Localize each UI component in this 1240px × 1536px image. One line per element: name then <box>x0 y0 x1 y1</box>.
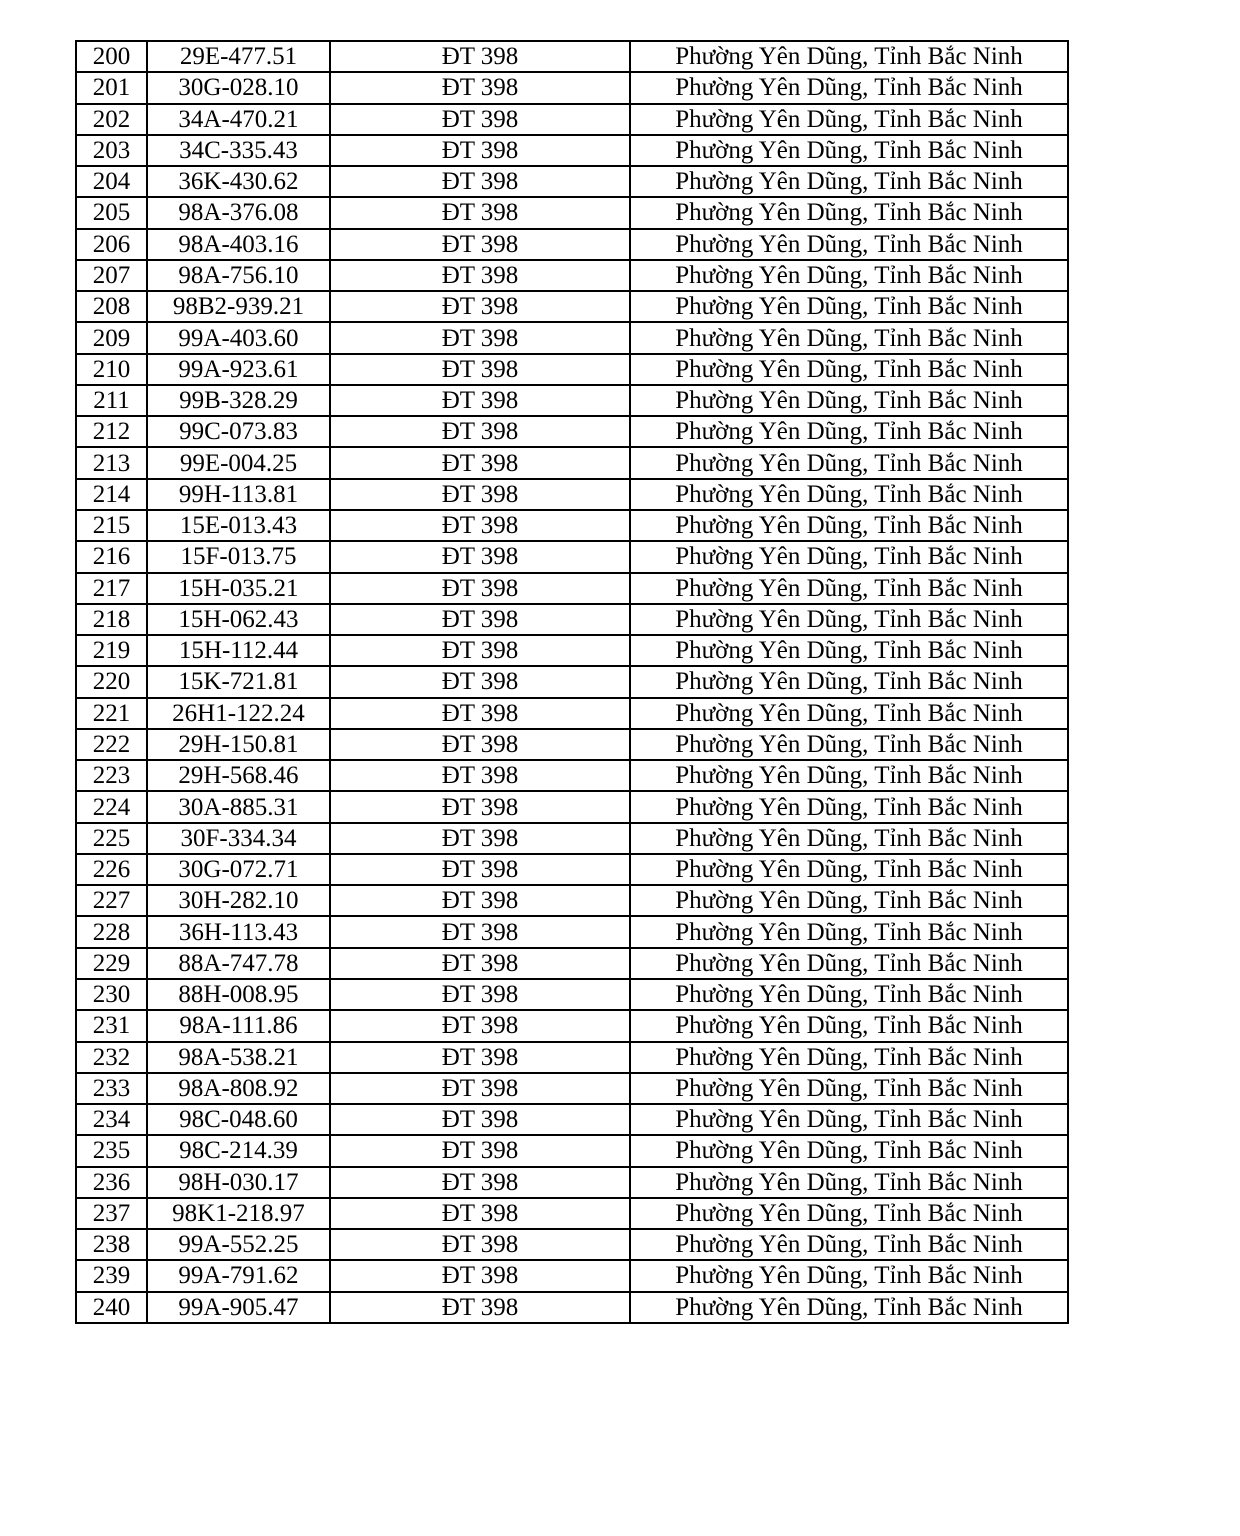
location-cell: Phường Yên Dũng, Tỉnh Bắc Ninh <box>630 1198 1068 1229</box>
road-cell: ĐT 398 <box>330 854 630 885</box>
license-plate-cell: 30A-885.31 <box>147 791 330 822</box>
table-row <box>76 416 1068 447</box>
road-cell: ĐT 398 <box>330 1198 630 1229</box>
row-number-cell: 219 <box>76 635 147 666</box>
license-plate-cell: 36K-430.62 <box>147 166 330 197</box>
license-plate-cell: 98A-808.92 <box>147 1073 330 1104</box>
road-cell: ĐT 398 <box>330 698 630 729</box>
table-row <box>76 979 1068 1010</box>
row-number-cell: 237 <box>76 1198 147 1229</box>
table-row <box>76 791 1068 822</box>
row-number-cell: 225 <box>76 823 147 854</box>
location-cell: Phường Yên Dũng, Tỉnh Bắc Ninh <box>630 948 1068 979</box>
location-cell: Phường Yên Dũng, Tỉnh Bắc Ninh <box>630 698 1068 729</box>
table-row <box>76 1292 1068 1323</box>
row-number-cell: 229 <box>76 948 147 979</box>
road-cell: ĐT 398 <box>330 979 630 1010</box>
license-plate-cell: 98B2-939.21 <box>147 291 330 322</box>
license-plate-cell: 15E-013.43 <box>147 510 330 541</box>
table-row <box>76 447 1068 478</box>
road-cell: ĐT 398 <box>330 1167 630 1198</box>
table-row <box>76 1260 1068 1291</box>
road-cell: ĐT 398 <box>330 479 630 510</box>
road-cell: ĐT 398 <box>330 447 630 478</box>
location-cell: Phường Yên Dũng, Tỉnh Bắc Ninh <box>630 979 1068 1010</box>
license-plate-cell: 98K1-218.97 <box>147 1198 330 1229</box>
road-cell: ĐT 398 <box>330 322 630 353</box>
table-row <box>76 1104 1068 1135</box>
license-plate-cell: 98A-376.08 <box>147 197 330 228</box>
location-cell: Phường Yên Dũng, Tỉnh Bắc Ninh <box>630 447 1068 478</box>
row-number-cell: 205 <box>76 197 147 228</box>
road-cell: ĐT 398 <box>330 1292 630 1323</box>
location-cell: Phường Yên Dũng, Tỉnh Bắc Ninh <box>630 1135 1068 1166</box>
row-number-cell: 208 <box>76 291 147 322</box>
table-row <box>76 72 1068 103</box>
row-number-cell: 218 <box>76 604 147 635</box>
license-plate-cell: 29H-568.46 <box>147 760 330 791</box>
location-cell: Phường Yên Dũng, Tỉnh Bắc Ninh <box>630 916 1068 947</box>
row-number-cell: 222 <box>76 729 147 760</box>
location-cell: Phường Yên Dũng, Tỉnh Bắc Ninh <box>630 1073 1068 1104</box>
license-plate-cell: 29H-150.81 <box>147 729 330 760</box>
table-row <box>76 322 1068 353</box>
road-cell: ĐT 398 <box>330 354 630 385</box>
table-row <box>76 854 1068 885</box>
road-cell: ĐT 398 <box>330 104 630 135</box>
road-cell: ĐT 398 <box>330 229 630 260</box>
table-row <box>76 1167 1068 1198</box>
location-cell: Phường Yên Dũng, Tỉnh Bắc Ninh <box>630 1260 1068 1291</box>
road-cell: ĐT 398 <box>330 166 630 197</box>
table-row <box>76 948 1068 979</box>
license-plate-cell: 30H-282.10 <box>147 885 330 916</box>
table-row <box>76 104 1068 135</box>
row-number-cell: 228 <box>76 916 147 947</box>
location-cell: Phường Yên Dũng, Tỉnh Bắc Ninh <box>630 135 1068 166</box>
road-cell: ĐT 398 <box>330 635 630 666</box>
row-number-cell: 232 <box>76 1042 147 1073</box>
road-cell: ĐT 398 <box>330 416 630 447</box>
road-cell: ĐT 398 <box>330 541 630 572</box>
row-number-cell: 234 <box>76 1104 147 1135</box>
location-cell: Phường Yên Dũng, Tỉnh Bắc Ninh <box>630 229 1068 260</box>
location-cell: Phường Yên Dũng, Tỉnh Bắc Ninh <box>630 666 1068 697</box>
road-cell: ĐT 398 <box>330 135 630 166</box>
location-cell: Phường Yên Dũng, Tỉnh Bắc Ninh <box>630 1229 1068 1260</box>
license-plate-cell: 99A-552.25 <box>147 1229 330 1260</box>
road-cell: ĐT 398 <box>330 948 630 979</box>
row-number-cell: 202 <box>76 104 147 135</box>
table-row <box>76 1073 1068 1104</box>
table-row <box>76 729 1068 760</box>
license-plate-cell: 34A-470.21 <box>147 104 330 135</box>
row-number-cell: 231 <box>76 1010 147 1041</box>
road-cell: ĐT 398 <box>330 260 630 291</box>
location-cell: Phường Yên Dũng, Tỉnh Bắc Ninh <box>630 729 1068 760</box>
location-cell: Phường Yên Dũng, Tỉnh Bắc Ninh <box>630 197 1068 228</box>
row-number-cell: 203 <box>76 135 147 166</box>
road-cell: ĐT 398 <box>330 1229 630 1260</box>
location-cell: Phường Yên Dũng, Tỉnh Bắc Ninh <box>630 416 1068 447</box>
table-row <box>76 1010 1068 1041</box>
table-row <box>76 135 1068 166</box>
row-number-cell: 211 <box>76 385 147 416</box>
road-cell: ĐT 398 <box>330 1073 630 1104</box>
table-row <box>76 666 1068 697</box>
row-number-cell: 220 <box>76 666 147 697</box>
row-number-cell: 233 <box>76 1073 147 1104</box>
license-plate-cell: 99H-113.81 <box>147 479 330 510</box>
table-row <box>76 573 1068 604</box>
road-cell: ĐT 398 <box>330 666 630 697</box>
location-cell: Phường Yên Dũng, Tỉnh Bắc Ninh <box>630 791 1068 822</box>
table-row <box>76 541 1068 572</box>
license-plate-cell: 98C-214.39 <box>147 1135 330 1166</box>
location-cell: Phường Yên Dũng, Tỉnh Bắc Ninh <box>630 541 1068 572</box>
license-plate-cell: 36H-113.43 <box>147 916 330 947</box>
road-cell: ĐT 398 <box>330 1135 630 1166</box>
location-cell: Phường Yên Dũng, Tỉnh Bắc Ninh <box>630 104 1068 135</box>
row-number-cell: 206 <box>76 229 147 260</box>
row-number-cell: 210 <box>76 354 147 385</box>
table-row <box>76 1135 1068 1166</box>
road-cell: ĐT 398 <box>330 823 630 854</box>
table-row <box>76 604 1068 635</box>
road-cell: ĐT 398 <box>330 573 630 604</box>
location-cell: Phường Yên Dũng, Tỉnh Bắc Ninh <box>630 72 1068 103</box>
row-number-cell: 201 <box>76 72 147 103</box>
road-cell: ĐT 398 <box>330 385 630 416</box>
row-number-cell: 216 <box>76 541 147 572</box>
road-cell: ĐT 398 <box>330 729 630 760</box>
table-row <box>76 823 1068 854</box>
location-cell: Phường Yên Dũng, Tỉnh Bắc Ninh <box>630 1167 1068 1198</box>
row-number-cell: 238 <box>76 1229 147 1260</box>
row-number-cell: 224 <box>76 791 147 822</box>
table-row <box>76 41 1068 72</box>
table-row <box>76 1229 1068 1260</box>
license-plate-cell: 15H-112.44 <box>147 635 330 666</box>
row-number-cell: 217 <box>76 573 147 604</box>
row-number-cell: 209 <box>76 322 147 353</box>
license-plate-cell: 29E-477.51 <box>147 41 330 72</box>
road-cell: ĐT 398 <box>330 885 630 916</box>
license-plate-cell: 15K-721.81 <box>147 666 330 697</box>
table-row <box>76 197 1068 228</box>
road-cell: ĐT 398 <box>330 510 630 541</box>
row-number-cell: 221 <box>76 698 147 729</box>
table-row <box>76 1042 1068 1073</box>
license-plate-cell: 99A-791.62 <box>147 1260 330 1291</box>
license-plate-cell: 15H-062.43 <box>147 604 330 635</box>
license-plate-cell: 98A-538.21 <box>147 1042 330 1073</box>
row-number-cell: 226 <box>76 854 147 885</box>
license-plate-cell: 98H-030.17 <box>147 1167 330 1198</box>
violations-table <box>75 40 1069 1324</box>
table-row <box>76 229 1068 260</box>
location-cell: Phường Yên Dũng, Tỉnh Bắc Ninh <box>630 166 1068 197</box>
location-cell: Phường Yên Dũng, Tỉnh Bắc Ninh <box>630 41 1068 72</box>
license-plate-cell: 88H-008.95 <box>147 979 330 1010</box>
row-number-cell: 215 <box>76 510 147 541</box>
road-cell: ĐT 398 <box>330 791 630 822</box>
row-number-cell: 227 <box>76 885 147 916</box>
location-cell: Phường Yên Dũng, Tỉnh Bắc Ninh <box>630 823 1068 854</box>
license-plate-cell: 15F-013.75 <box>147 541 330 572</box>
location-cell: Phường Yên Dũng, Tỉnh Bắc Ninh <box>630 385 1068 416</box>
road-cell: ĐT 398 <box>330 1104 630 1135</box>
license-plate-cell: 30G-072.71 <box>147 854 330 885</box>
table-row <box>76 510 1068 541</box>
location-cell: Phường Yên Dũng, Tỉnh Bắc Ninh <box>630 885 1068 916</box>
location-cell: Phường Yên Dũng, Tỉnh Bắc Ninh <box>630 260 1068 291</box>
license-plate-cell: 30F-334.34 <box>147 823 330 854</box>
location-cell: Phường Yên Dũng, Tỉnh Bắc Ninh <box>630 322 1068 353</box>
location-cell: Phường Yên Dũng, Tỉnh Bắc Ninh <box>630 1292 1068 1323</box>
license-plate-cell: 99C-073.83 <box>147 416 330 447</box>
license-plate-cell: 99A-403.60 <box>147 322 330 353</box>
table-row <box>76 291 1068 322</box>
location-cell: Phường Yên Dũng, Tỉnh Bắc Ninh <box>630 479 1068 510</box>
table-row <box>76 1198 1068 1229</box>
location-cell: Phường Yên Dũng, Tỉnh Bắc Ninh <box>630 354 1068 385</box>
table-row <box>76 354 1068 385</box>
row-number-cell: 214 <box>76 479 147 510</box>
row-number-cell: 200 <box>76 41 147 72</box>
table-row <box>76 385 1068 416</box>
license-plate-cell: 34C-335.43 <box>147 135 330 166</box>
road-cell: ĐT 398 <box>330 1042 630 1073</box>
road-cell: ĐT 398 <box>330 1010 630 1041</box>
license-plate-cell: 98A-111.86 <box>147 1010 330 1041</box>
license-plate-cell: 30G-028.10 <box>147 72 330 103</box>
row-number-cell: 239 <box>76 1260 147 1291</box>
license-plate-cell: 26H1-122.24 <box>147 698 330 729</box>
road-cell: ĐT 398 <box>330 760 630 791</box>
road-cell: ĐT 398 <box>330 604 630 635</box>
row-number-cell: 207 <box>76 260 147 291</box>
table-row <box>76 635 1068 666</box>
location-cell: Phường Yên Dũng, Tỉnh Bắc Ninh <box>630 510 1068 541</box>
row-number-cell: 223 <box>76 760 147 791</box>
license-plate-cell: 98A-403.16 <box>147 229 330 260</box>
table-row <box>76 698 1068 729</box>
road-cell: ĐT 398 <box>330 72 630 103</box>
license-plate-cell: 15H-035.21 <box>147 573 330 604</box>
table-row <box>76 760 1068 791</box>
location-cell: Phường Yên Dũng, Tỉnh Bắc Ninh <box>630 573 1068 604</box>
location-cell: Phường Yên Dũng, Tỉnh Bắc Ninh <box>630 1042 1068 1073</box>
table-row <box>76 916 1068 947</box>
row-number-cell: 204 <box>76 166 147 197</box>
location-cell: Phường Yên Dũng, Tỉnh Bắc Ninh <box>630 1010 1068 1041</box>
location-cell: Phường Yên Dũng, Tỉnh Bắc Ninh <box>630 854 1068 885</box>
license-plate-cell: 99E-004.25 <box>147 447 330 478</box>
table-row <box>76 885 1068 916</box>
row-number-cell: 235 <box>76 1135 147 1166</box>
road-cell: ĐT 398 <box>330 916 630 947</box>
license-plate-cell: 99B-328.29 <box>147 385 330 416</box>
license-plate-cell: 99A-905.47 <box>147 1292 330 1323</box>
table-row <box>76 166 1068 197</box>
location-cell: Phường Yên Dũng, Tỉnh Bắc Ninh <box>630 1104 1068 1135</box>
license-plate-cell: 88A-747.78 <box>147 948 330 979</box>
location-cell: Phường Yên Dũng, Tỉnh Bắc Ninh <box>630 291 1068 322</box>
license-plate-cell: 98A-756.10 <box>147 260 330 291</box>
row-number-cell: 236 <box>76 1167 147 1198</box>
row-number-cell: 230 <box>76 979 147 1010</box>
row-number-cell: 212 <box>76 416 147 447</box>
table-row <box>76 260 1068 291</box>
location-cell: Phường Yên Dũng, Tỉnh Bắc Ninh <box>630 635 1068 666</box>
row-number-cell: 213 <box>76 447 147 478</box>
road-cell: ĐT 398 <box>330 41 630 72</box>
license-plate-cell: 99A-923.61 <box>147 354 330 385</box>
license-plate-cell: 98C-048.60 <box>147 1104 330 1135</box>
location-cell: Phường Yên Dũng, Tỉnh Bắc Ninh <box>630 604 1068 635</box>
location-cell: Phường Yên Dũng, Tỉnh Bắc Ninh <box>630 760 1068 791</box>
row-number-cell: 240 <box>76 1292 147 1323</box>
road-cell: ĐT 398 <box>330 197 630 228</box>
table-row <box>76 479 1068 510</box>
road-cell: ĐT 398 <box>330 1260 630 1291</box>
table-body <box>76 41 1068 1323</box>
road-cell: ĐT 398 <box>330 291 630 322</box>
